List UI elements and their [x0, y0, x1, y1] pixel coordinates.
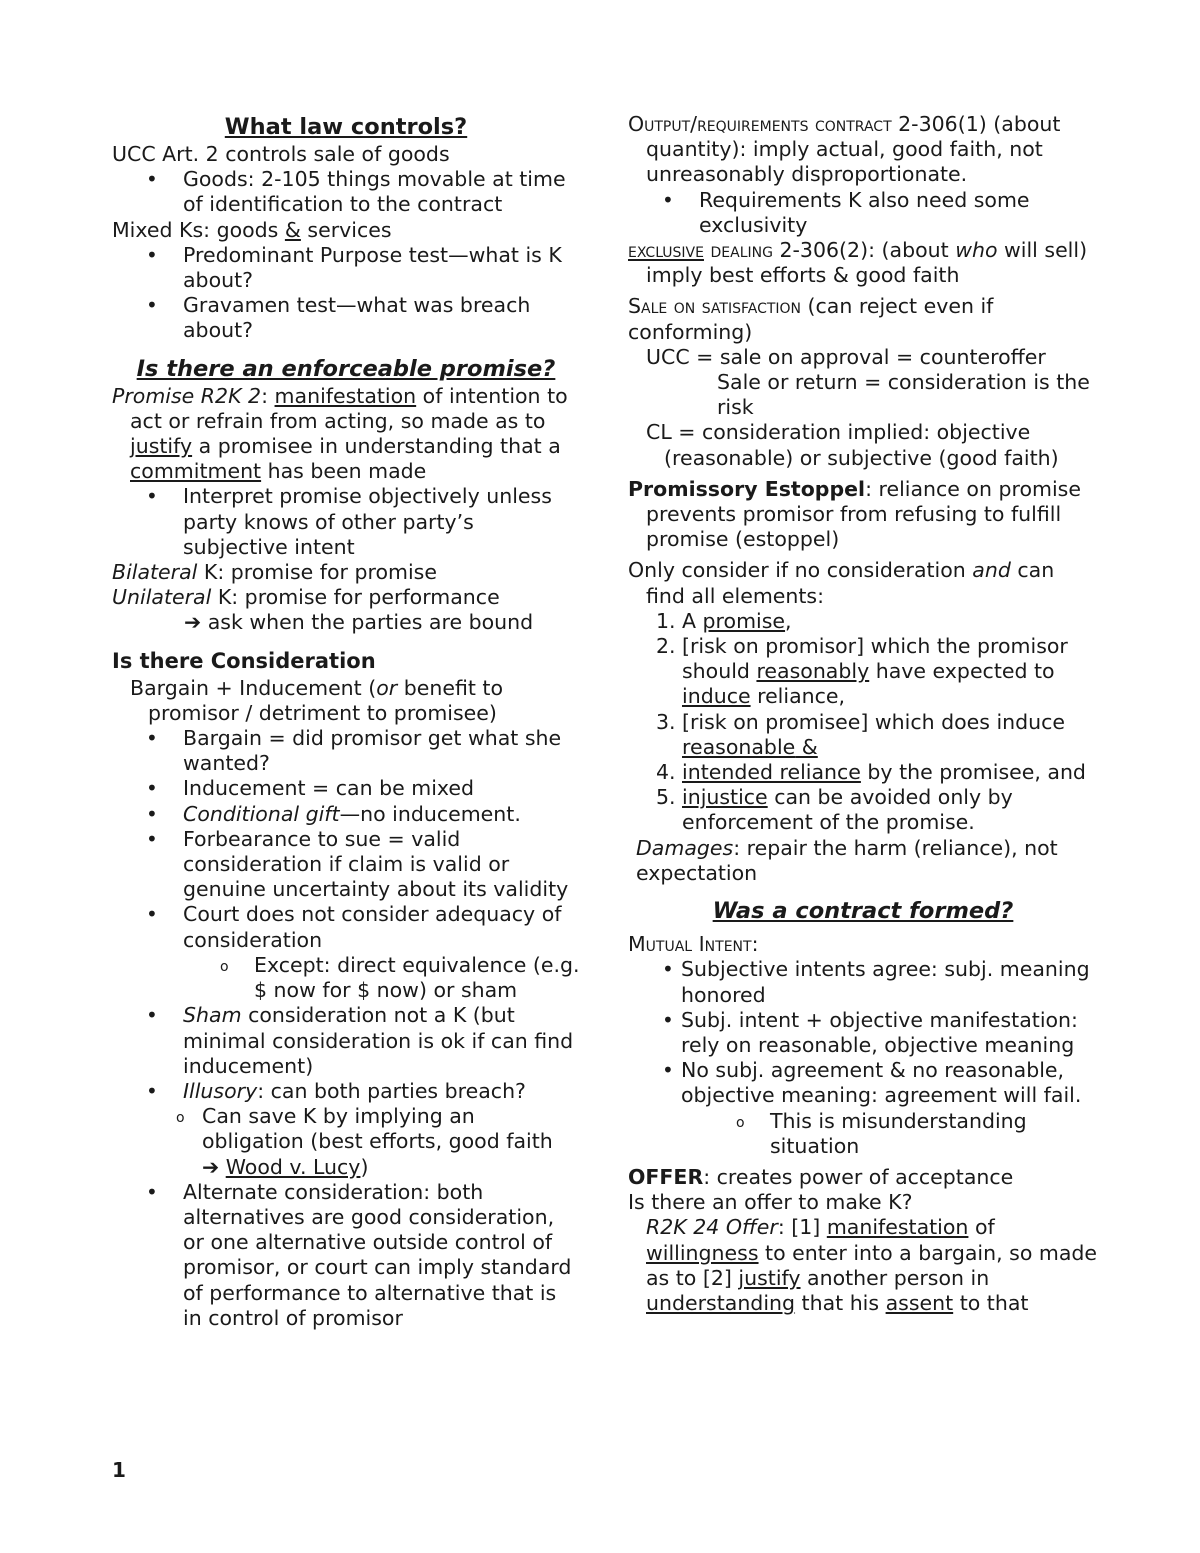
requirements-bullet: • Requirements K also need some exclusivity: [628, 188, 1098, 238]
pe-rest: : reliance on promise prevents promisor from refusing to fulfill promise (estoppel): [646, 476, 1081, 552]
damages-term: Damages: [636, 835, 734, 860]
num-5: 5.: [656, 785, 676, 810]
exclusive-dealing-line: [628, 238, 1098, 288]
e2-reasonably: reasonably: [756, 659, 870, 684]
wood-v-lucy: Wood v. Lucy: [225, 1154, 361, 1179]
ask-bound-line: [112, 610, 580, 635]
e4-b: by the promisee, and: [860, 760, 1086, 785]
misunderstanding-subbullet: o This is misunderstanding situation: [628, 1109, 1098, 1159]
arrow-icon: ➔: [202, 1154, 220, 1179]
r2k24-definition: [628, 1215, 1098, 1316]
bilateral-line: [112, 560, 580, 585]
output-title: Output/requirements contract: [628, 112, 892, 136]
r2k24-assent: assent: [885, 1290, 954, 1315]
e5-injustice: injustice: [682, 785, 768, 810]
excl-rest: will sell) imply best efforts & good faith: [646, 238, 1088, 288]
bargain-bullet: • Bargain = did promisor get what she wanted?: [112, 726, 580, 776]
output-rest: (about quantity): imply actual, good faith, not unreasonably disproportionate.: [646, 112, 1061, 187]
unilateral-rest: K: promise for performance: [211, 585, 500, 610]
r2k24-e: that his: [795, 1290, 886, 1315]
heading-enforceable-promise: Is there an enforceable promise?: [136, 355, 556, 382]
num-1: 1.: [656, 608, 676, 633]
dealing-term: dealing: [703, 238, 773, 263]
e2-a: [risk on promisor] which the promisor should: [682, 634, 1068, 684]
output-code: 2-306(1): [891, 112, 987, 136]
cl-consideration-line: CL = consideration implied: objective (reasonable) or subjective (good faith): [646, 420, 1059, 470]
interpret-bullet: • Interpret promise objectively unless party knows of other party’s subjective intent: [112, 484, 580, 560]
conditional-gift-term: Conditional gift: [183, 801, 340, 826]
alternate-consideration-bullet: • Alternate consideration: both alternatives are good consideration, or one alternative outside control of promisor, or court can imply standard of performance to alternative that is in control of promisor: [112, 1180, 580, 1331]
only-a: Only consider if no consideration: [628, 558, 973, 583]
heading-contract-formed: Was a contract formed?: [712, 898, 1014, 925]
promise-text-1: :: [261, 383, 275, 408]
who-term: who: [955, 238, 998, 263]
offer-rest: : creates power of acceptance: [703, 1164, 1014, 1189]
mutual-intent-label: Mutual Intent:: [628, 932, 759, 957]
r2k24-understanding: understanding: [646, 1290, 796, 1315]
conditional-gift-rest: —no inducement.: [339, 801, 521, 826]
save-k-text: Can save K by implying an obligation (best efforts, good faith: [202, 1104, 553, 1154]
r2k24-willingness: willingness: [646, 1240, 759, 1265]
inducement-bullet: • Inducement = can be mixed: [112, 776, 580, 801]
only-and: and: [972, 558, 1011, 583]
ucc-approval-line: UCC = sale on approval = counteroffer: [646, 344, 1046, 369]
e2-b: have expected to: [869, 659, 1055, 684]
e2-induce: induce: [682, 684, 751, 709]
promise-text-2: of intention to act or refrain from acting, so made as to: [130, 383, 568, 433]
promise-text-4: has been made: [261, 459, 427, 484]
e3-reasonable: reasonable: [682, 734, 796, 759]
ucc-art2-line: UCC Art. 2 controls sale of goods: [112, 142, 450, 166]
r2k24-justify: justify: [738, 1265, 801, 1290]
gravamen-bullet: • Gravamen test—what was breach about?: [112, 293, 580, 343]
damages-rest: : repair the harm (reliance), not expectation: [636, 835, 1058, 885]
promise-label: Promise R2K 2: [112, 383, 262, 408]
sale-on-satisfaction-line: [628, 294, 1098, 344]
arrow-icon: ➔: [184, 610, 202, 635]
num-3: 3.: [656, 709, 676, 734]
mutual-intent-bullet-3: • No subj. agreement & no reasonable, objective meaning: agreement will fail.: [628, 1058, 1098, 1108]
e1-a: A: [682, 608, 703, 633]
num-2: 2.: [656, 634, 676, 659]
save-k-subbullet: [112, 1104, 580, 1180]
r2k24-manifestation: manifestation: [826, 1215, 969, 1240]
damages-line: [628, 836, 1098, 886]
predominant-purpose-bullet: • Predominant Purpose test—what is K about?: [112, 243, 580, 293]
goods-bullet: • Goods: 2-105 things movable at time of identification to the contract: [112, 167, 580, 217]
output-requirements-line: [628, 112, 1098, 188]
right-column: [628, 112, 1098, 1316]
offer-line: [628, 1165, 1098, 1190]
element-2: [628, 634, 1098, 710]
page-number: 1: [112, 1458, 126, 1482]
promissory-estoppel-line: [628, 477, 1098, 553]
bargain-a: Bargain + Inducement (: [130, 675, 377, 700]
wood-close: ): [360, 1154, 369, 1179]
sale-or-return-line: Sale or return = consideration is the risk: [717, 370, 1090, 420]
unilateral-term: Unilateral: [112, 585, 212, 610]
r2k24-a: : [1]: [777, 1215, 827, 1240]
r2k24-c: to enter into a bargain, so made as to [2]: [646, 1240, 1098, 1290]
promise-text-3: a promisee in understanding that a: [192, 434, 561, 459]
sham-bullet: [112, 1003, 580, 1079]
sale-rest: (can reject even if conforming): [628, 294, 994, 344]
element-4: [628, 760, 1098, 785]
mixed-b: services: [300, 217, 392, 242]
unilateral-line: [112, 585, 580, 610]
bilateral-rest: K: promise for promise: [197, 560, 437, 585]
heading-what-law-controls: What law controls?: [224, 114, 468, 140]
bilateral-term: Bilateral: [112, 560, 198, 585]
element-3: [628, 710, 1098, 760]
e1-b: ,: [785, 608, 792, 633]
only-b: can find all elements:: [646, 558, 1055, 608]
illusory-bullet: [112, 1079, 580, 1104]
manifestation-term: manifestation: [274, 383, 417, 408]
bargain-b: benefit to promisor / detriment to promisee): [148, 675, 504, 725]
except-subbullet: o Except: direct equivalence (e.g. $ now for $ now) or sham: [112, 953, 580, 1003]
r2k24-b: of: [968, 1215, 995, 1240]
conditional-gift-bullet: [112, 802, 580, 827]
justify-term: justify: [130, 434, 193, 459]
promise-definition: [112, 384, 580, 485]
element-1: [628, 609, 1098, 634]
bargain-inducement-line: [112, 676, 580, 726]
mixed-ks-line: [112, 218, 580, 243]
illusory-rest: : can both parties breach?: [257, 1078, 526, 1103]
illusory-term: Illusory: [183, 1078, 258, 1103]
ask-bound-text: ask when the parties are bound: [201, 610, 534, 635]
adequacy-bullet: • Court does not consider adequacy of consideration: [112, 902, 580, 952]
element-5: [628, 785, 1098, 835]
sham-term: Sham: [183, 1003, 242, 1028]
mixed-amp: &: [284, 217, 301, 242]
e3-a: [risk on promisee] which does induce: [682, 709, 1066, 734]
sale-title: Sale on satisfaction: [628, 294, 802, 319]
r2k24-f: to that: [953, 1290, 1029, 1315]
num-4: 4.: [656, 760, 676, 785]
is-there-offer-line: Is there an offer to make K?: [628, 1190, 913, 1215]
forbearance-bullet: • Forbearance to sue = valid consideration if claim is valid or genuine uncertainty about its validity: [112, 827, 580, 903]
exclusive-term: exclusive: [628, 238, 704, 263]
e2-c: reliance,: [750, 684, 846, 709]
only-consider-line: [628, 558, 1098, 608]
offer-term: OFFER: [628, 1164, 704, 1189]
pe-term: Promissory Estoppel: [628, 476, 866, 501]
mixed-a: Mixed Ks: goods: [112, 217, 285, 242]
e5-b: can be avoided only by enforcement of the promise.: [682, 785, 1013, 835]
excl-code: 2-306(2): (about: [772, 238, 956, 263]
commitment-term: commitment: [130, 459, 262, 484]
r2k24-d: another person in: [800, 1265, 990, 1290]
sham-rest: consideration not a K (but minimal consideration is ok if can find inducement): [183, 1003, 574, 1078]
e4-intended-reliance: intended reliance: [682, 760, 861, 785]
left-column: [112, 112, 580, 1331]
mutual-intent-bullet-2: • Subj. intent + objective manifestation: rely on reasonable, objective meaning: [628, 1008, 1098, 1058]
r2k24-label: R2K 24 Offer: [646, 1215, 778, 1240]
bargain-or: or: [376, 675, 398, 700]
e3-b: &: [795, 734, 818, 759]
e1-promise: promise: [702, 608, 786, 633]
mutual-intent-bullet-1: • Subjective intents agree: subj. meaning honored: [628, 957, 1098, 1007]
heading-consideration: Is there Consideration: [112, 648, 376, 673]
